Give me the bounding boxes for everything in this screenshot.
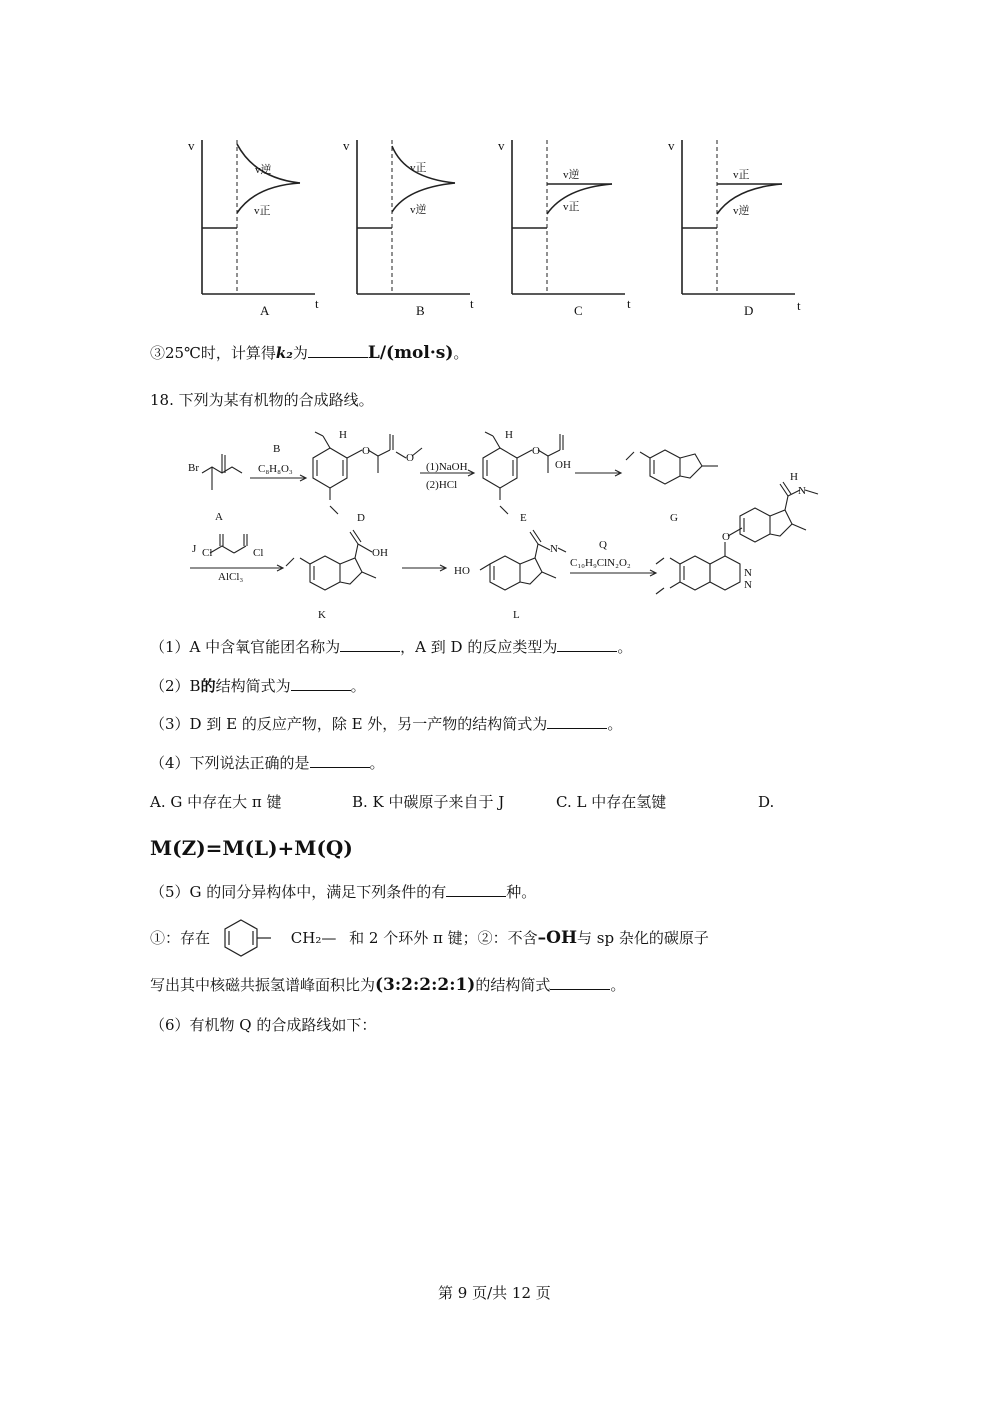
q3-k: k₂ <box>275 344 293 362</box>
reagent-q-label: Q <box>599 539 607 551</box>
cond-text-a: ①：存在 <box>150 929 211 947</box>
cond-text-c: 与 sp 杂化的碳原子 <box>577 929 709 947</box>
reagent-hcl: (2)HCl <box>426 479 458 491</box>
label-g: G <box>670 512 678 524</box>
label-d: D <box>357 512 365 524</box>
q18-title: 18. 下列为某有机物的合成路线。 <box>150 391 374 409</box>
q6-line: （6）有机物 Q 的合成路线如下： <box>150 1016 377 1034</box>
q3-end: 。 <box>453 344 469 362</box>
q5-blank <box>446 882 506 897</box>
axis-v-c: v <box>498 138 505 153</box>
option-c: C. L 中存在氢键 <box>556 793 667 811</box>
cond-ch2: CH₂— <box>290 929 337 947</box>
graph-c-lower: v正 <box>563 201 580 213</box>
atom-o-prod: O <box>722 531 730 543</box>
atom-h-prod: H <box>790 471 798 483</box>
axis-v-b: v <box>343 138 350 153</box>
q2-text-b: 的 <box>200 677 216 695</box>
atom-cl-1: Cl <box>202 547 213 559</box>
q2-text-c: 结构简式为 <box>215 677 291 695</box>
graph-label-b: B <box>416 303 425 318</box>
option-a: A. G 中存在大 π 键 <box>150 793 282 811</box>
q1-text-b: ，A 到 D 的反应类型为 <box>400 638 558 656</box>
atom-n-prod1: N <box>744 567 752 579</box>
graph-label-d: D <box>744 303 754 318</box>
q3-sub-line <box>150 714 622 734</box>
graph-a-lower: v正 <box>254 205 271 217</box>
synthesis-scheme <box>150 428 830 628</box>
nmr-line <box>150 975 625 995</box>
q1-line <box>150 637 632 657</box>
q4-text-a: （4）下列说法正确的是 <box>150 754 310 772</box>
q3s-text-a: （3）D 到 E 的反应产物，除 E 外，另一产物的结构简式为 <box>150 715 548 733</box>
nmr-text-c: 。 <box>610 976 626 994</box>
q5-line <box>150 882 536 902</box>
graph-d-lower: v逆 <box>733 205 750 217</box>
q5-text-b: 种。 <box>506 883 537 901</box>
atom-o-d2: O <box>406 452 414 464</box>
cond-oh: –OH <box>537 928 578 948</box>
q3-line <box>150 343 468 363</box>
graph-b-lower: v逆 <box>410 204 427 216</box>
atom-o-e: O <box>532 445 540 457</box>
reagent-j-label: J <box>192 543 197 555</box>
reagent-naoh: (1)NaOH <box>426 461 468 473</box>
label-k: K <box>318 609 326 621</box>
atom-o-d: O <box>362 445 370 457</box>
atom-oh-e: OH <box>555 459 571 471</box>
atom-h-d: H <box>339 429 347 441</box>
cond-line <box>150 928 709 948</box>
nmr-ratio: (3:2:2:2:1) <box>375 975 476 995</box>
axis-t-a: t <box>315 296 319 311</box>
benzene-ring-icon <box>221 918 287 958</box>
graph-d-upper: v正 <box>733 169 750 181</box>
label-a: A <box>215 511 223 523</box>
q3-prefix: ③25℃时，计算得 <box>150 344 276 362</box>
graph-b-upper: v正 <box>410 162 427 174</box>
q3-unit: L/(mol·s) <box>367 343 454 363</box>
option-b: B. K 中碳原子来自于 J <box>352 793 505 811</box>
label-e: E <box>520 512 527 524</box>
reagent-q-formula: C₁₀H₉ClN₂O₂ <box>570 557 631 569</box>
q3-mid: 为 <box>292 344 308 362</box>
graph-c-upper: v逆 <box>563 169 580 181</box>
q4-blank <box>310 753 370 768</box>
q2-text-d: 。 <box>350 677 366 695</box>
axis-t-d: t <box>797 298 801 313</box>
q4-line <box>150 753 385 773</box>
atom-n-l: N <box>550 543 558 555</box>
nmr-text-b: 的结构简式 <box>475 976 551 994</box>
graph-label-a: A <box>260 303 270 318</box>
nmr-blank <box>550 975 610 990</box>
q5-text-a: （5）G 的同分异构体中，满足下列条件的有 <box>150 883 447 901</box>
axis-t-c: t <box>627 296 631 311</box>
q1-blank-2 <box>557 637 617 652</box>
q2-text-a: （2）B <box>150 677 201 695</box>
option-d: D. <box>758 793 775 811</box>
q3s-text-b: 。 <box>607 715 623 733</box>
atom-h-e: H <box>505 429 513 441</box>
atom-cl-2: Cl <box>253 547 264 559</box>
cond-text-b: 和 2 个环外 π 键；②：不含 <box>349 929 538 947</box>
atom-n-prod2: N <box>744 579 752 591</box>
q3s-blank <box>547 714 607 729</box>
graph-a-upper: v逆 <box>255 164 272 176</box>
atom-br: Br <box>188 462 199 474</box>
q1-text-a: （1）A 中含氧官能团名称为 <box>150 638 341 656</box>
q2-blank <box>291 676 351 691</box>
axis-t-b: t <box>470 296 474 311</box>
page-footer: 第 9 页/共 12 页 <box>438 1284 551 1302</box>
nmr-text-a: 写出其中核磁共振氢谱峰面积比为 <box>150 976 376 994</box>
graph-label-c: C <box>574 303 583 318</box>
q4-text-b: 。 <box>369 754 385 772</box>
atom-ho-l: HO <box>454 565 470 577</box>
reagent-b-label: B <box>273 443 281 455</box>
axis-v-d: v <box>668 138 675 153</box>
q2-line <box>150 676 366 696</box>
q1-blank-1 <box>340 637 400 652</box>
q1-text-c: 。 <box>617 638 633 656</box>
reagent-alcl3: AlCl₃ <box>218 571 244 583</box>
label-l: L <box>513 609 520 621</box>
reagent-b-formula: C₈H₈O₃ <box>258 463 293 475</box>
option-d-formula: M(Z)=M(L)+M(Q) <box>150 836 353 860</box>
atom-n-prod3: N <box>798 485 806 497</box>
q3-answer-blank <box>308 343 368 358</box>
axis-v-a: v <box>188 138 195 153</box>
rate-graphs <box>170 128 830 328</box>
atom-oh-k: OH <box>372 547 388 559</box>
